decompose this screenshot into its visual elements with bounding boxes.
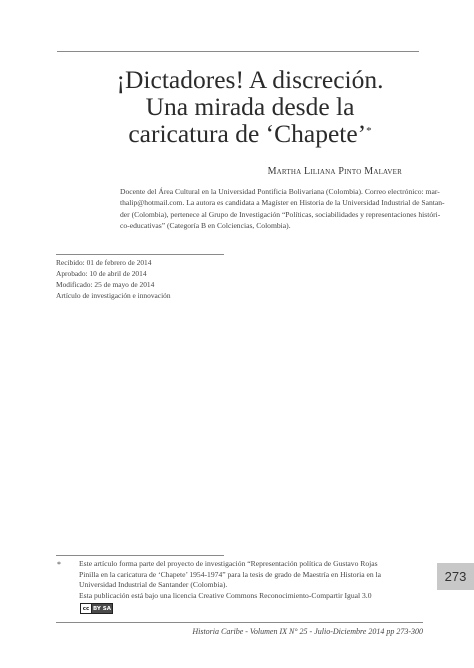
license-line: Esta publicación está bajo una licencia Creative Commons Reconocimiento-Compartir Igual 3.0 xyxy=(79,591,372,601)
running-footer: Historia Caribe - Volumen IX N° 25 - Julio-Diciembre 2014 pp 273-300 xyxy=(192,627,423,636)
article-type: Artículo de investigación e innovación xyxy=(56,291,171,301)
author-name: Martha Liliana Pinto Malaver xyxy=(267,166,402,177)
top-rule xyxy=(57,51,419,52)
cc-license-badge[interactable] xyxy=(80,603,113,614)
dates-rule xyxy=(56,254,224,255)
title-footnote-marker[interactable]: * xyxy=(366,125,372,137)
bottom-rule xyxy=(56,622,423,623)
footnote-marker: * xyxy=(57,560,61,569)
affiliation-line: Docente del Área Cultural en la Universidad Pontificia Bolivariana (Colombia). Correo electrónico: mar- xyxy=(120,187,440,196)
affiliation-line: der (Colombia), pertenece al Grupo de Investigación “Políticas, sociabilidades y representaciones históri- xyxy=(120,209,441,219)
affiliation-line: co-educativas” (Categoría B en Colciencias, Colombia). xyxy=(120,220,291,230)
affiliation-line: thalip@hotmail.com. La autora es candidata a Magíster en Historia de la Universidad Industrial de Santan- xyxy=(120,198,445,208)
date-approved: Aprobado: 10 de abril de 2014 xyxy=(56,269,147,279)
article-dates xyxy=(56,257,171,301)
footnote-line: Universidad Industrial de Santander (Colombia). xyxy=(79,580,228,590)
cc-icon: cc xyxy=(81,604,92,613)
page-number: 273 xyxy=(437,563,474,590)
author-affiliation xyxy=(120,186,445,231)
footnote xyxy=(79,559,421,602)
title-line-2: Una mirada desde la xyxy=(145,92,355,121)
article-title xyxy=(80,66,420,147)
title-line-1: ¡Dictadores! A discreción. xyxy=(116,65,384,94)
title-line-3: caricatura de ‘Chapete’* xyxy=(128,119,372,148)
footnote-line: Este artículo forma parte del proyecto de investigación “Representación política de Gustavo Rojas xyxy=(79,559,378,568)
date-received: Recibido: 01 de febrero de 2014 xyxy=(56,258,152,267)
footnote-line: Pinilla en la caricatura de ‘Chapete’ 1954-1974” para la tesis de grado de Maestría en Historia en la xyxy=(79,569,382,579)
footnote-rule xyxy=(56,555,224,556)
by-sa-label: BY SA xyxy=(92,605,111,612)
date-modified: Modificado: 25 de mayo de 2014 xyxy=(56,280,155,290)
